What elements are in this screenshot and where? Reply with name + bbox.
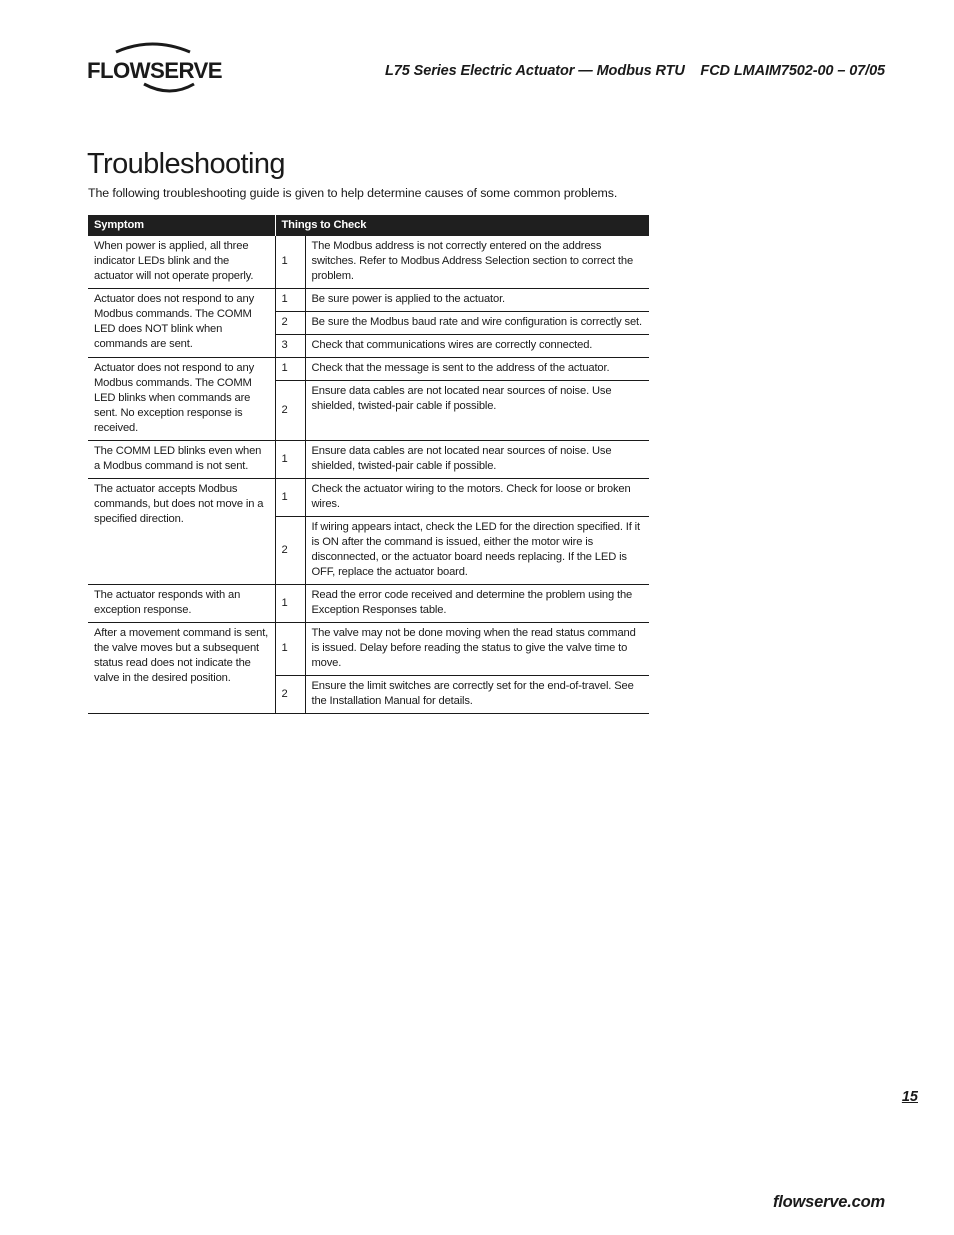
check-text: Be sure power is applied to the actuator.	[305, 289, 649, 312]
check-text: Read the error code received and determine the problem using the Exception Responses table.	[305, 585, 649, 623]
symptom-cell: Actuator does not respond to any Modbus commands. The COMM LED blinks when commands are sent. No exception response is received.	[88, 358, 275, 441]
check-text: Check the actuator wiring to the motors. Check for loose or broken wires.	[305, 479, 649, 517]
page-title: Troubleshooting	[87, 148, 285, 180]
table-row	[88, 289, 649, 312]
check-number: 2	[275, 312, 305, 335]
check-number: 1	[275, 358, 305, 381]
check-number: 1	[275, 236, 305, 289]
check-number: 1	[275, 441, 305, 479]
column-header-symptom: Symptom	[88, 215, 275, 236]
check-number: 1	[275, 623, 305, 676]
table-row	[88, 441, 649, 479]
symptom-cell: After a movement command is sent, the valve moves but a subsequent status read does not indicate the valve in the desired position.	[88, 623, 275, 714]
symptom-cell: When power is applied, all three indicator LEDs blink and the actuator will not operate properly.	[88, 236, 275, 289]
logo-wordmark: FLOWSERVE	[87, 58, 223, 83]
document-header-title: L75 Series Electric Actuator — Modbus RTU FCD LMAIM7502-00 – 07/05	[385, 63, 885, 79]
flowserve-logo	[86, 40, 226, 96]
symptom-cell: The actuator accepts Modbus commands, but does not move in a specified direction.	[88, 479, 275, 585]
check-text: Check that communications wires are correctly connected.	[305, 335, 649, 358]
check-text: Ensure data cables are not located near sources of noise. Use shielded, twisted-pair cable if possible.	[305, 381, 649, 441]
check-number: 1	[275, 289, 305, 312]
column-header-things-to-check: Things to Check	[275, 215, 649, 236]
check-number: 3	[275, 335, 305, 358]
table-row	[88, 623, 649, 676]
symptom-cell: The COMM LED blinks even when a Modbus command is not sent.	[88, 441, 275, 479]
check-text: Be sure the Modbus baud rate and wire configuration is correctly set.	[305, 312, 649, 335]
troubleshooting-table	[88, 215, 649, 714]
check-text: If wiring appears intact, check the LED for the direction specified. If it is ON after the command is issued, either the motor wire is disconnected, or the actuator board needs replacing. If the LED is OFF, replace the actuator board.	[305, 517, 649, 585]
intro-paragraph: The following troubleshooting guide is given to help determine causes of some common problems.	[88, 186, 618, 200]
check-number: 2	[275, 676, 305, 714]
symptom-cell: Actuator does not respond to any Modbus commands. The COMM LED does NOT blink when commands are sent.	[88, 289, 275, 358]
table-row	[88, 358, 649, 381]
table-row	[88, 585, 649, 623]
check-text: Check that the message is sent to the address of the actuator.	[305, 358, 649, 381]
check-number: 1	[275, 479, 305, 517]
flowserve-logo-mark	[86, 40, 226, 96]
check-text: Ensure data cables are not located near sources of noise. Use shielded, twisted-pair cable if possible.	[305, 441, 649, 479]
check-number: 2	[275, 517, 305, 585]
check-number: 2	[275, 381, 305, 441]
check-text: Ensure the limit switches are correctly set for the end-of-travel. See the Installation Manual for details.	[305, 676, 649, 714]
check-number: 1	[275, 585, 305, 623]
page-number: 15	[901, 1089, 918, 1105]
check-text: The Modbus address is not correctly entered on the address switches. Refer to Modbus Address Selection section to correct the problem.	[305, 236, 649, 289]
table-row	[88, 236, 649, 289]
check-text: The valve may not be done moving when the read status command is issued. Delay before reading the status to give the valve time to move.	[305, 623, 649, 676]
table-header-row	[88, 215, 649, 236]
symptom-cell: The actuator responds with an exception response.	[88, 585, 275, 623]
footer-website-link[interactable]: flowserve.com	[772, 1193, 885, 1211]
table-row	[88, 479, 649, 517]
